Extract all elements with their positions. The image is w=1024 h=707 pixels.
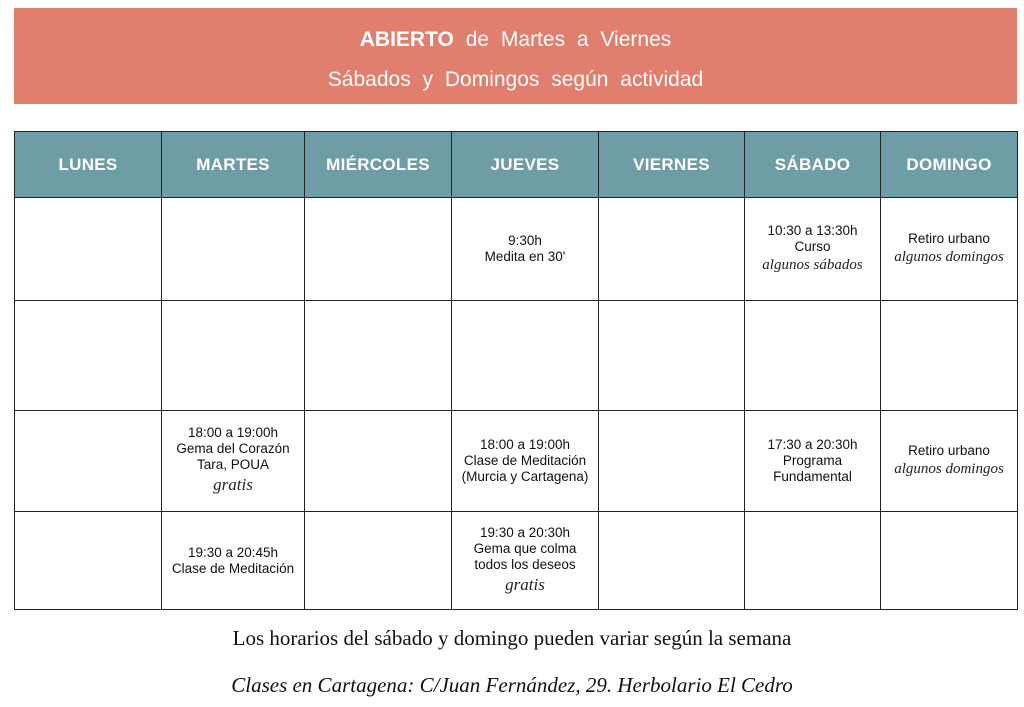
schedule-row: [15, 411, 1018, 512]
activity-line: 18:00 a 19:00h: [187, 425, 279, 440]
schedule-cell-miercoles: [305, 512, 452, 610]
activity-line: (Murcia y Cartagena): [461, 469, 589, 484]
schedule-cell-viernes: [599, 411, 745, 512]
day-header-jueves: JUEVES: [452, 132, 599, 198]
banner-line-1: [14, 28, 1017, 52]
schedule-row: [15, 301, 1018, 411]
schedule-cell-martes: [162, 512, 305, 610]
activity-note: algunos domingos: [894, 461, 1004, 477]
schedule-cell-jueves: [452, 198, 599, 301]
activity-line: Gema del Corazón: [176, 441, 290, 456]
activity-line: Clase de Meditación: [463, 453, 587, 468]
open-label: ABIERTO: [359, 28, 454, 51]
activity-line: 19:30 a 20:45h: [187, 544, 279, 560]
day-header-sabado: SÁBADO: [745, 132, 881, 198]
schedule-row: [15, 198, 1018, 301]
cartagena-address: Clases en Cartagena: C/Juan Fernández, 29. Herbolario El Cedro: [231, 673, 793, 697]
schedule-cell-lunes: [15, 198, 162, 301]
schedule-cell-sabado: [745, 198, 881, 301]
schedule-cell-viernes: [599, 301, 745, 411]
activity-line: Clase de Meditación: [171, 560, 295, 576]
activity-line: Curso: [794, 239, 831, 254]
day-header-viernes: VIERNES: [599, 132, 745, 198]
activity-line: Retiro urbano: [908, 443, 990, 458]
activity-line: Tara, POUA: [196, 457, 270, 472]
activity-line: todos los deseos: [474, 556, 576, 572]
schedule-cell-martes: [162, 301, 305, 411]
schedule-cell-lunes: [15, 411, 162, 512]
day-header-miercoles: MIÉRCOLES: [305, 132, 452, 198]
schedule-cell-domingo: [881, 301, 1018, 411]
schedule-cell-viernes: [599, 198, 745, 301]
schedule-cell-domingo: [881, 198, 1018, 301]
activity-line: Fundamental: [773, 469, 852, 484]
activity-note: gratis: [213, 475, 253, 494]
schedule-cell-miercoles: [305, 301, 452, 411]
schedule-cell-viernes: [599, 512, 745, 610]
schedule-row: [15, 512, 1018, 610]
schedule-cell-sabado: [745, 301, 881, 411]
activity-line: 10:30 a 13:30h: [767, 223, 858, 238]
opening-hours-banner: [14, 8, 1017, 104]
day-header-lunes: LUNES: [15, 132, 162, 198]
schedule-cell-martes: [162, 198, 305, 301]
activity-note: algunos sábados: [762, 257, 863, 273]
activity-line: 9:30h: [508, 233, 542, 248]
weekly-schedule-table: [14, 131, 1018, 610]
activity-line: Retiro urbano: [908, 231, 990, 246]
open-days-text: de Martes a Viernes: [465, 28, 672, 51]
schedule-cell-domingo: [881, 411, 1018, 512]
activity-note: gratis: [505, 574, 545, 594]
schedule-cell-sabado: [745, 411, 881, 512]
schedule-cell-miercoles: [305, 198, 452, 301]
schedule-cell-jueves: [452, 411, 599, 512]
schedule-cell-jueves: [452, 301, 599, 411]
day-header-domingo: DOMINGO: [881, 132, 1018, 198]
schedule-cell-lunes: [15, 512, 162, 610]
day-header-row: [15, 132, 1018, 198]
activity-line: 19:30 a 20:30h: [479, 524, 571, 540]
schedule-cell-martes: [162, 411, 305, 512]
schedule-cell-domingo: [881, 512, 1018, 610]
schedule-cell-jueves: [452, 512, 599, 610]
schedule-variation-note: Los horarios del sábado y domingo pueden variar según la semana: [232, 626, 792, 650]
activity-line: Gema que colma: [473, 540, 577, 556]
schedule-cell-miercoles: [305, 411, 452, 512]
activity-line: 18:00 a 19:00h: [479, 437, 571, 452]
activity-line: Programa: [782, 453, 843, 468]
schedule-cell-sabado: [745, 512, 881, 610]
day-header-martes: MARTES: [162, 132, 305, 198]
schedule-cell-lunes: [15, 301, 162, 411]
activity-line: Medita en 30': [484, 249, 566, 264]
activity-line: 17:30 a 20:30h: [767, 437, 858, 452]
activity-note: algunos domingos: [894, 249, 1004, 265]
banner-line-2: Sábados y Domingos según actividad: [327, 68, 704, 91]
